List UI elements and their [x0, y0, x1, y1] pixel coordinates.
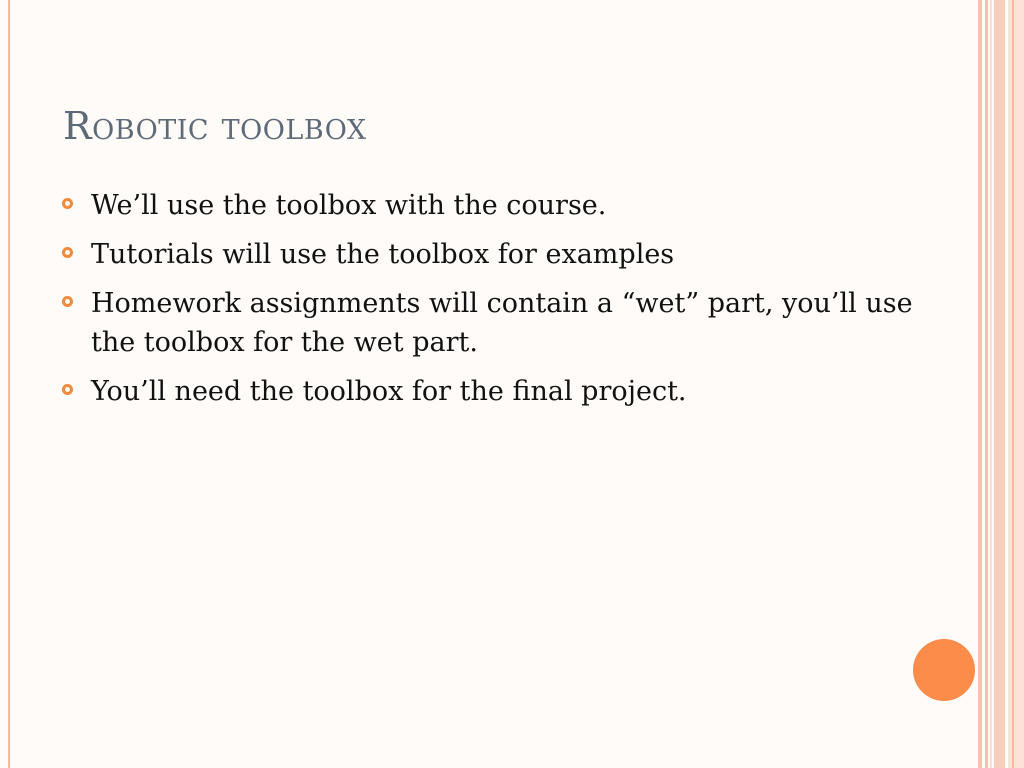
bullet-text: You’ll need the toolbox for the final project. — [91, 376, 687, 407]
bullet-item — [62, 372, 942, 411]
bullet-item — [62, 284, 942, 362]
bullet-item — [62, 235, 942, 274]
bullet-text: Tutorials will use the toolbox for examples — [91, 239, 675, 270]
right-stripe — [990, 0, 992, 768]
right-stripe — [994, 0, 1005, 768]
slide-title: Robotic toolbox — [63, 104, 367, 148]
bullet-list — [62, 186, 942, 421]
bullet-text: We’ll use the toolbox with the course. — [91, 190, 607, 221]
right-stripe — [985, 0, 988, 768]
bullet-circle-icon — [62, 296, 73, 307]
right-stripe — [1012, 0, 1014, 768]
bullet-circle-icon — [62, 384, 73, 395]
right-stripe — [1008, 0, 1024, 768]
bullet-item — [62, 186, 942, 225]
bullet-circle-icon — [62, 198, 73, 209]
right-stripe — [978, 0, 982, 768]
bullet-text: Homework assignments will contain a “wet” part, you’ll use the toolbox for the wet part. — [91, 288, 913, 358]
decorative-circle — [913, 639, 975, 701]
left-border-line — [8, 0, 10, 768]
bullet-circle-icon — [62, 247, 73, 258]
